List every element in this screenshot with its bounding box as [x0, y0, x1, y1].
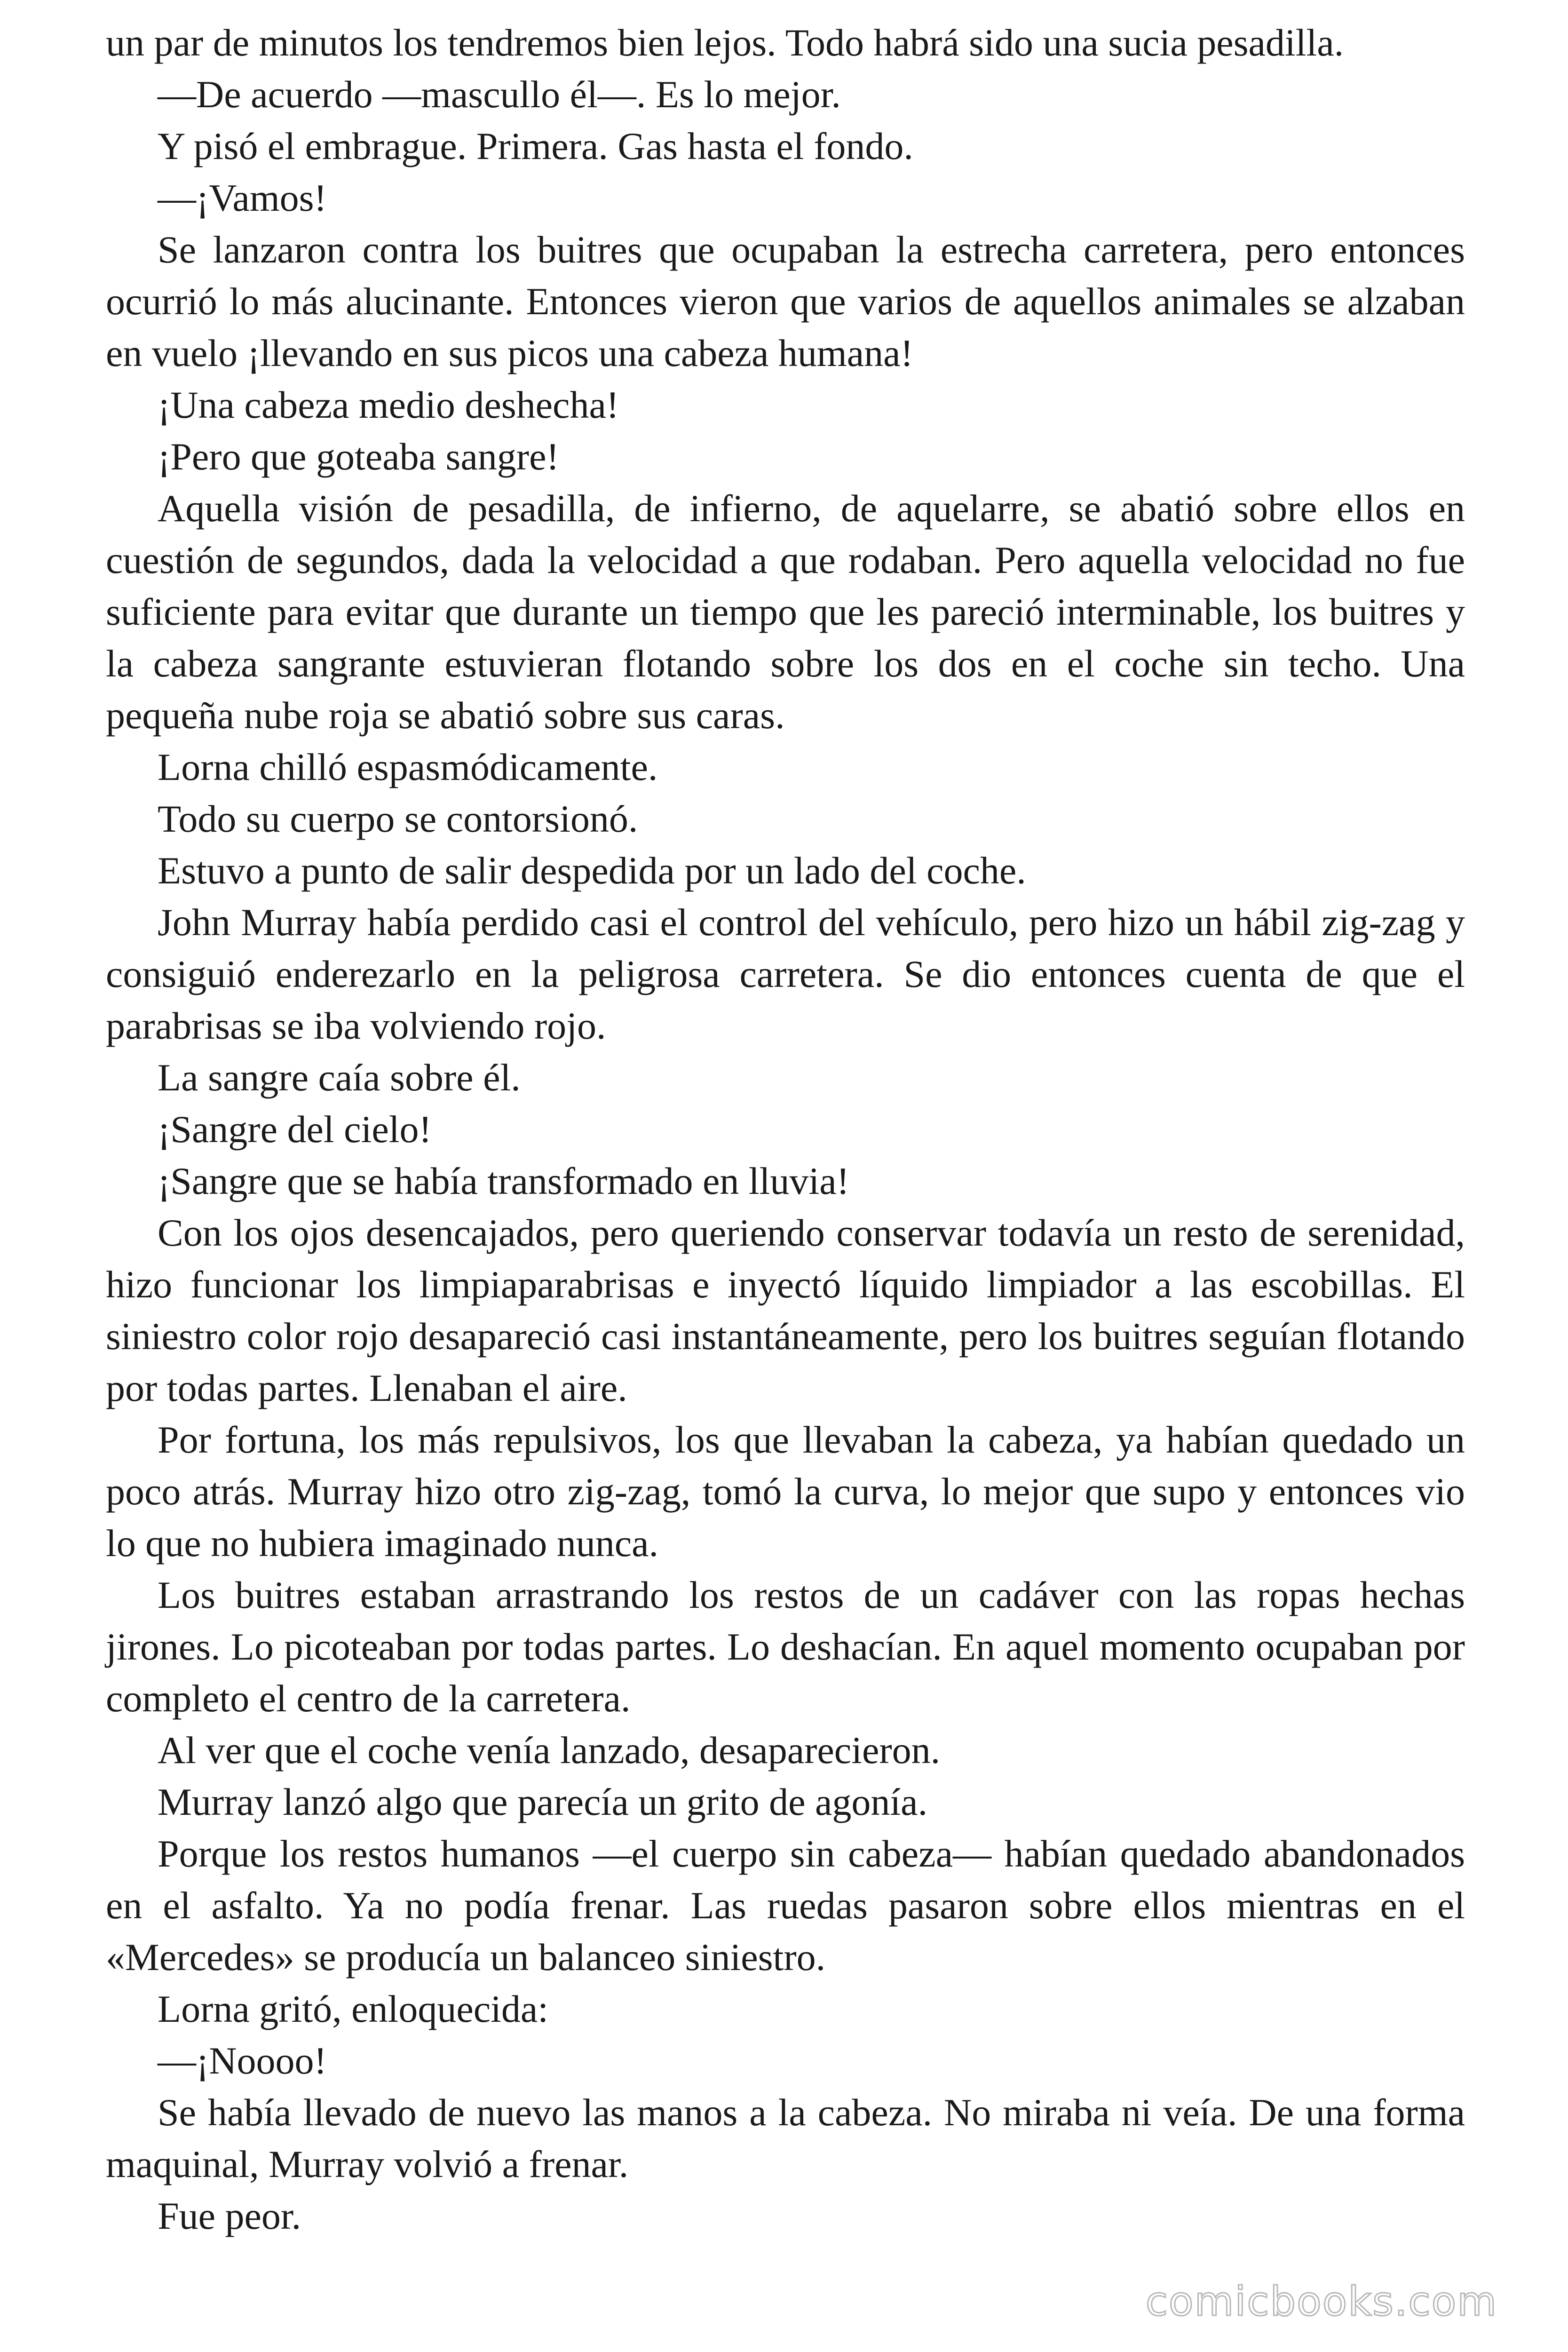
paragraph: Se lanzaron contra los buitres que ocupaban la estrecha carretera, pero entonces ocurrió lo más alucinante. Entonces vieron que varios de aquellos animales se alzaban en vuelo ¡llevando en sus picos una cabeza humana!: [106, 228, 1465, 374]
paragraph: Lorna chilló espasmódicamente.: [158, 746, 658, 788]
paragraph: Lorna gritó, enloquecida:: [158, 1987, 549, 2030]
paragraph: ¡Pero que goteaba sangre!: [158, 435, 559, 478]
paragraph: Y pisó el embrague. Primera. Gas hasta el fondo.: [158, 125, 913, 167]
paragraph: John Murray había perdido casi el control del vehículo, pero hizo un hábil zig-zag y consiguió enderezarlo en la peligrosa carretera. Se dio entonces cuenta de que el parabrisas se iba volviendo rojo.: [106, 901, 1465, 1047]
paragraph: un par de minutos los tendremos bien lejos. Todo habrá sido una sucia pesadilla.: [106, 21, 1344, 64]
book-page-text: [106, 17, 1465, 2242]
paragraph: Porque los restos humanos —el cuerpo sin cabeza— habían quedado abandonados en el asfalto. Ya no podía frenar. Las ruedas pasaron sobre ellos mientras en el «Mercedes» se producía un balanceo siniestro.: [106, 1832, 1465, 1979]
paragraph: Por fortuna, los más repulsivos, los que llevaban la cabeza, ya habían quedado un poco atrás. Murray hizo otro zig-zag, tomó la curva, lo mejor que supo y entonces vio lo que no hubiera imaginado nunca.: [106, 1418, 1465, 1565]
paragraph: Estuvo a punto de salir despedida por un lado del coche.: [158, 849, 1026, 892]
paragraph: ¡Una cabeza medio deshecha!: [158, 383, 619, 426]
paragraph: Todo su cuerpo se contorsionó.: [158, 797, 638, 840]
paragraph: Los buitres estaban arrastrando los restos de un cadáver con las ropas hechas jirones. Lo picoteaban por todas partes. Lo deshacían. En aquel momento ocupaban por completo el centro de la carretera.: [106, 1573, 1465, 1720]
paragraph: Aquella visión de pesadilla, de infierno, de aquelarre, se abatió sobre ellos en cuestión de segundos, dada la velocidad a que rodaban. Pero aquella velocidad no fue suficiente para evitar que durante un tiempo que les pareció interminable, los buitres y la cabeza sangrante estuvieran flotando sobre los dos en el coche sin techo. Una pequeña nube roja se abatió sobre sus caras.: [106, 487, 1465, 737]
paragraph: Fue peor.: [158, 2194, 301, 2237]
paragraph: —¡Noooo!: [158, 2039, 327, 2082]
paragraph: Al ver que el coche venía lanzado, desaparecieron.: [158, 1729, 941, 1772]
site-watermark: comicbooks.com: [1145, 2278, 1497, 2325]
paragraph: —¡Vamos!: [158, 176, 327, 219]
paragraph: —De acuerdo —mascullo él—. Es lo mejor.: [158, 73, 841, 116]
paragraph: ¡Sangre del cielo!: [158, 1108, 432, 1151]
paragraph: Murray lanzó algo que parecía un grito de agonía.: [158, 1780, 928, 1823]
paragraph: La sangre caía sobre él.: [158, 1056, 521, 1099]
paragraph: Con los ojos desencajados, pero queriendo conservar todavía un resto de serenidad, hizo funcionar los limpiaparabrisas e inyectó líquido limpiador a las escobillas. El siniestro color rojo desapareció casi instantáneamente, pero los buitres seguían flotando por todas partes. Llenaban el aire.: [106, 1211, 1465, 1409]
paragraph: Se había llevado de nuevo las manos a la cabeza. No miraba ni veía. De una forma maquinal, Murray volvió a frenar.: [106, 2091, 1465, 2185]
paragraph: ¡Sangre que se había transformado en lluvia!: [158, 1160, 849, 1202]
